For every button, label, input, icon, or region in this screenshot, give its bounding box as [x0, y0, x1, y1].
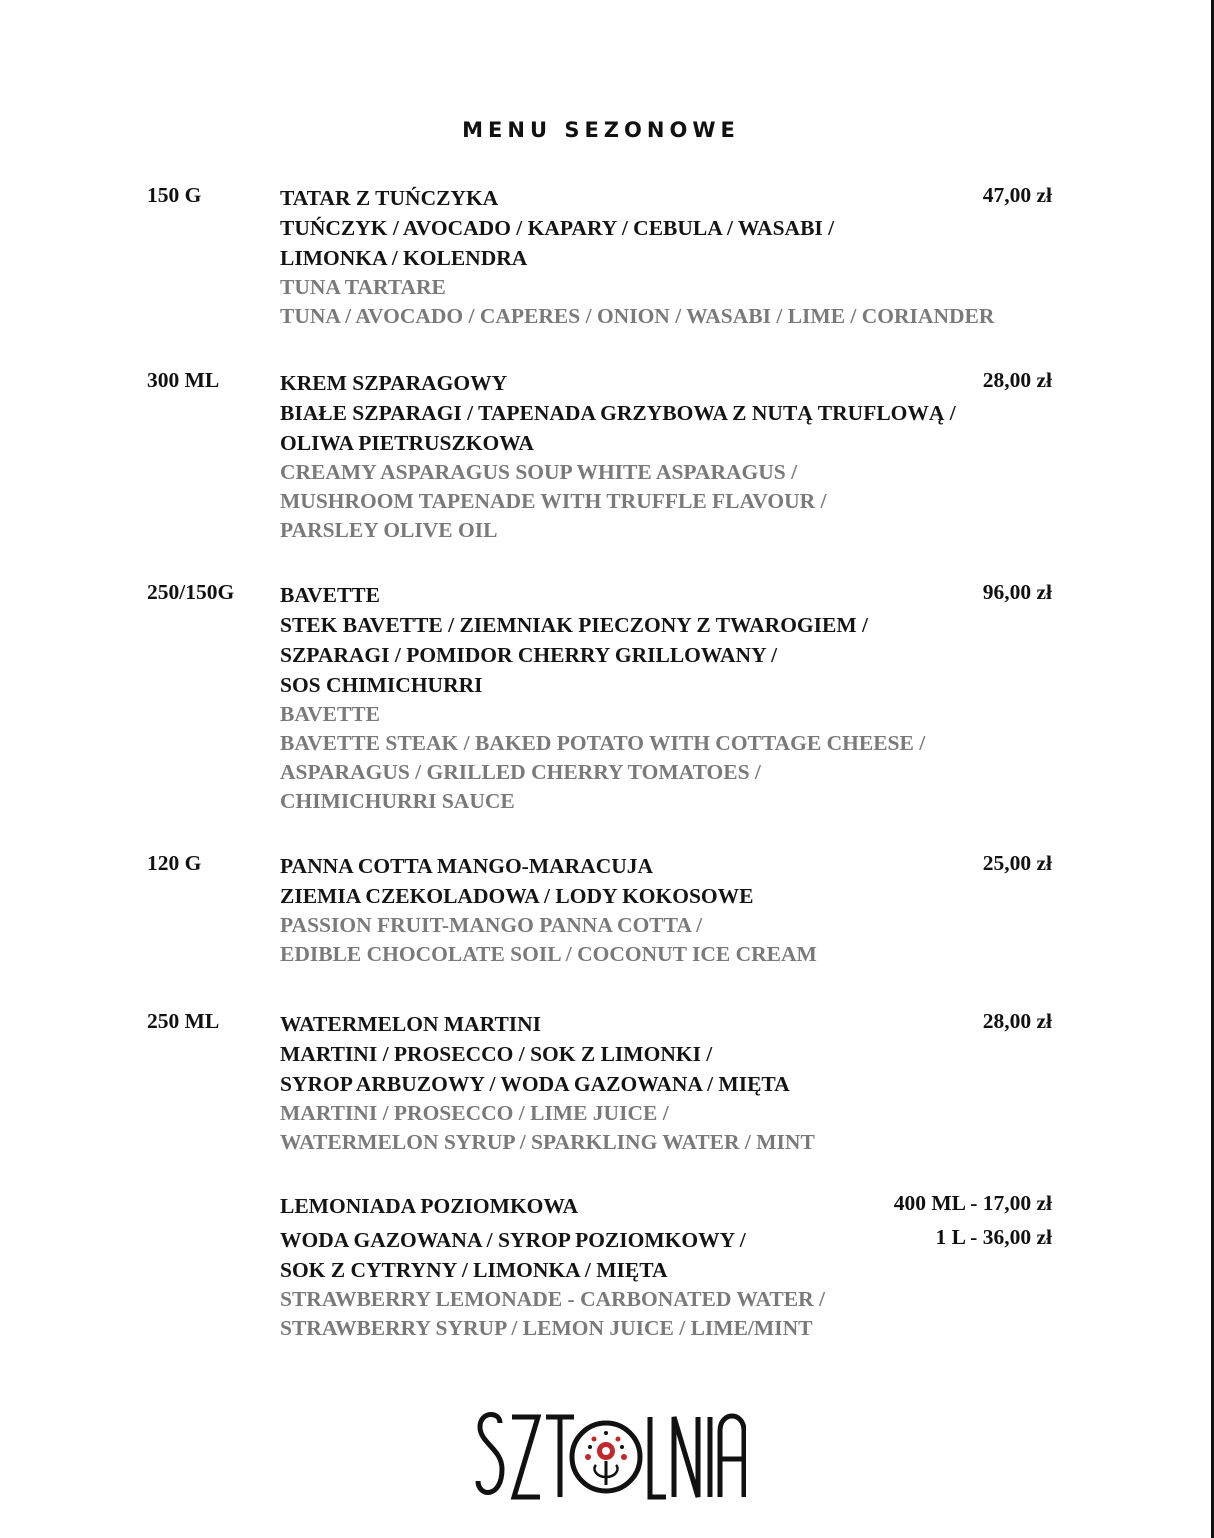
item-price: 47,00 zł	[982, 183, 1052, 207]
item-quantity: 120 G	[147, 851, 202, 875]
item-ingredients-en: MARTINI / PROSECCO / LIME JUICE /	[280, 1101, 669, 1125]
item-ingredients-pl: LIMONKA / KOLENDRA	[280, 246, 528, 270]
item-name: LEMONIADA POZIOMKOWA	[280, 1194, 579, 1218]
item-ingredients-en: BAVETTE	[280, 702, 380, 726]
item-ingredients-en: MUSHROOM TAPENADE WITH TRUFFLE FLAVOUR /	[280, 489, 827, 513]
item-ingredients-en: WATERMELON SYRUP / SPARKLING WATER / MINT	[280, 1130, 815, 1154]
item-ingredients-en: PARSLEY OLIVE OIL	[280, 518, 498, 542]
item-price: 28,00 zł	[982, 368, 1052, 392]
item-ingredients-en: TUNA / AVOCADO / CAPERES / ONION / WASABI / LIME / CORIANDER	[280, 304, 995, 328]
item-ingredients-en: CREAMY ASPARAGUS SOUP WHITE ASPARAGUS /	[280, 460, 798, 484]
item-name: KREM SZPARAGOWY	[280, 371, 508, 395]
item-ingredients-pl: WODA GAZOWANA / SYROP POZIOMKOWY /	[280, 1228, 746, 1252]
item-description	[280, 368, 1040, 545]
item-ingredients-pl: SOK Z CYTRYNY / LIMONKA / MIĘTA	[280, 1258, 668, 1282]
item-ingredients-pl: BIAŁE SZPARAGI / TAPENADA GRZYBOWA Z NUTĄ TRUFLOWĄ /	[280, 401, 956, 425]
item-price: 28,00 zł	[982, 1009, 1052, 1033]
item-description	[280, 183, 1040, 331]
item-ingredients-en: BAVETTE STEAK / BAKED POTATO WITH COTTAGE CHEESE /	[280, 731, 926, 755]
item-ingredients-pl: OLIWA PIETRUSZKOWA	[280, 431, 534, 455]
item-price-secondary: 1 L - 36,00 zł	[935, 1225, 1052, 1249]
item-ingredients-pl: STEK BAVETTE / ZIEMNIAK PIECZONY Z TWAROGIEM /	[280, 613, 868, 637]
item-price: 25,00 zł	[982, 851, 1052, 875]
item-quantity: 250 ML	[147, 1009, 220, 1033]
item-ingredients-en: EDIBLE CHOCOLATE SOIL / COCONUT ICE CREAM	[280, 942, 817, 966]
item-ingredients-en: PASSION FRUIT-MANGO PANNA COTTA /	[280, 913, 703, 937]
item-quantity: 150 G	[147, 183, 202, 207]
item-ingredients-pl: TUŃCZYK / AVOCADO / KAPARY / CEBULA / WASABI /	[280, 216, 835, 240]
item-ingredients-pl: SZPARAGI / POMIDOR CHERRY GRILLOWANY /	[280, 643, 778, 667]
item-price: 96,00 zł	[982, 580, 1052, 604]
item-ingredients-pl: SOS CHIMICHURRI	[280, 673, 483, 697]
item-ingredients-pl: SYROP ARBUZOWY / WODA GAZOWANA / MIĘTA	[280, 1072, 790, 1096]
item-description	[280, 851, 1040, 969]
item-name: WATERMELON MARTINI	[280, 1012, 542, 1036]
item-description	[280, 1009, 1040, 1157]
item-name: BAVETTE	[280, 583, 380, 607]
item-ingredients-pl: MARTINI / PROSECCO / SOK Z LIMONKI /	[280, 1042, 713, 1066]
item-quantity: 300 ML	[147, 368, 220, 392]
item-ingredients-en: CHIMICHURRI SAUCE	[280, 789, 515, 813]
item-ingredients-pl: ZIEMIA CZEKOLADOWA / LODY KOKOSOWE	[280, 884, 754, 908]
item-ingredients-en: STRAWBERRY SYRUP / LEMON JUICE / LIME/MINT	[280, 1316, 813, 1340]
item-ingredients-en: TUNA TARTARE	[280, 275, 446, 299]
item-description	[280, 1191, 1040, 1343]
item-ingredients-en: STRAWBERRY LEMONADE - CARBONATED WATER /	[280, 1287, 825, 1311]
item-price: 400 ML - 17,00 zł	[893, 1191, 1052, 1215]
item-ingredients-en: ASPARAGUS / GRILLED CHERRY TOMATOES /	[280, 760, 761, 784]
sztolnia-logo	[470, 1407, 746, 1507]
flower-ornament-icon	[585, 1431, 627, 1485]
item-name: TATAR Z TUŃCZYKA	[280, 186, 499, 210]
item-name: PANNA COTTA MANGO-MARACUJA	[280, 854, 654, 878]
item-description	[280, 580, 1040, 816]
item-quantity: 250/150G	[147, 580, 235, 604]
menu-title: MENU SEZONOWE	[462, 118, 740, 142]
